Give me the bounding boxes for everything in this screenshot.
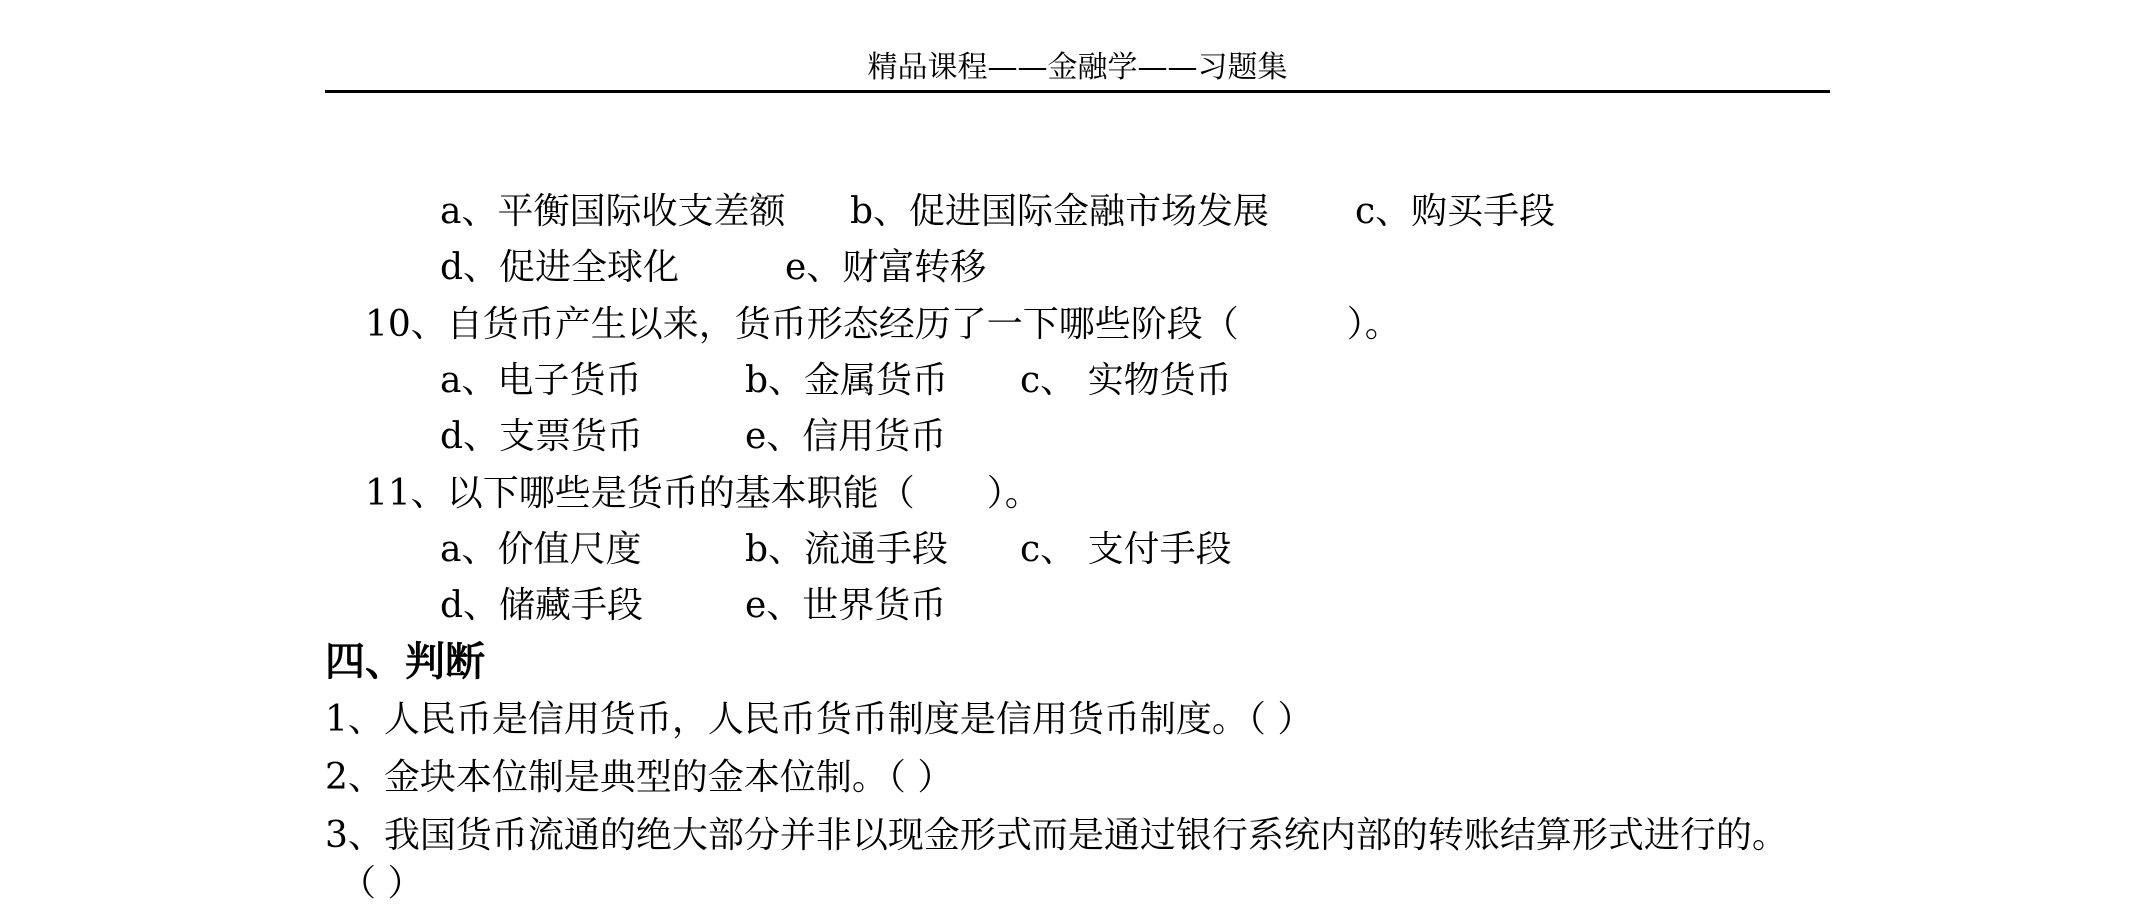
q11-option-e: e、世界货币 — [745, 585, 947, 626]
q9-option-a: a、平衡国际收支差额 — [440, 191, 786, 232]
q9-option-d: d、促进全球化 — [440, 247, 680, 288]
judgement-item-3: 3、我国货币流通的绝大部分并非以现金形式而是通过银行系统内部的转账结算形式进行的。 — [325, 815, 1788, 856]
q11-option-c: c、 支付手段 — [1020, 529, 1232, 570]
header-rule — [325, 90, 1830, 93]
q10-option-a: a、电子货币 — [440, 360, 642, 401]
section-4-title: 四、判断 — [325, 638, 485, 685]
q11-option-b: b、流通手段 — [745, 529, 949, 570]
q10-option-d: d、支票货币 — [440, 416, 644, 457]
question-11-text: 11、以下哪些是货币的基本职能（ ）。 — [365, 473, 1041, 514]
judgement-item-2: 2、金块本位制是典型的金本位制。（ ） — [325, 757, 954, 798]
page-header-title: 精品课程——金融学——习题集 — [867, 50, 1288, 85]
judgement-item-1: 1、人民币是信用货币，人民币货币制度是信用货币制度。（ ） — [325, 699, 1314, 740]
q9-option-b: b、促进国际金融市场发展 — [850, 191, 1270, 232]
q10-option-e: e、信用货币 — [745, 416, 947, 457]
q11-option-a: a、价值尺度 — [440, 529, 642, 570]
q11-option-d: d、储藏手段 — [440, 585, 644, 626]
question-10-text: 10、自货币产生以来，货币形态经历了一下哪些阶段（ ）。 — [365, 304, 1401, 345]
judgement-item-3-blank: （ ） — [340, 863, 424, 904]
q9-option-c: c、购买手段 — [1355, 191, 1556, 232]
q10-option-b: b、金属货币 — [745, 360, 949, 401]
q10-option-c: c、 实物货币 — [1020, 360, 1232, 401]
q9-option-e: e、财富转移 — [785, 247, 987, 288]
